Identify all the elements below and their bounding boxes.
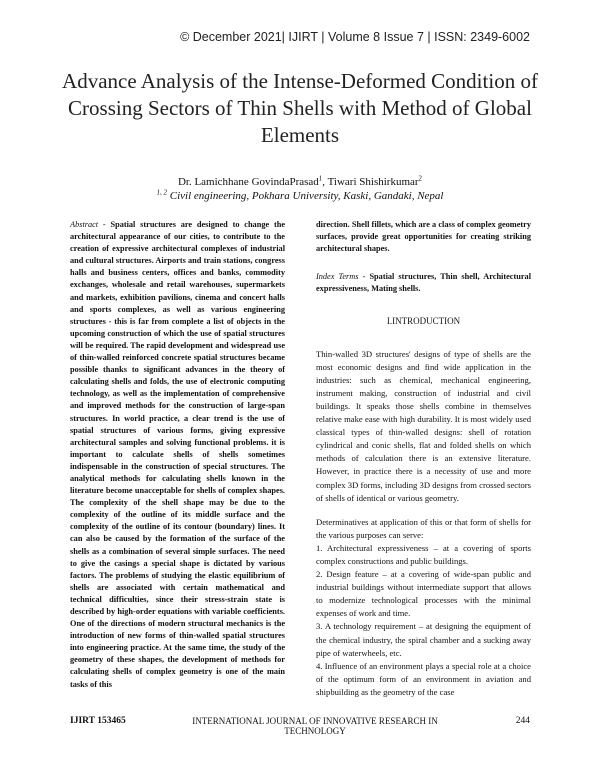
intro-paragraph-1: Thin-walled 3D structures' designs of type of shells are the most economic designs and find wide application in the industries: such as chemical, mechanical engineering, instrument making, construction of industrial and civil buildings. It speaks those shells combine in themselves relative make ease with high durability. It is most widely used classical types of thin-walled designs: shell of rotation cylindrical and conic shells, flat and folded shells on which methods of calculation there is an extensive literature. However, in practice there is a necessity of use and more complex 3D forms, including 3D designs from crossed sectors of shells of identical or various geometry. — [316, 348, 531, 503]
list-item: 1. Architectural expressiveness – at a covering of sports complex constructions and public buildings. — [316, 542, 531, 566]
intro-paragraph-2: Determinatives at application of this or that form of shells for the various purposes can serve: — [316, 516, 531, 540]
author-2-sup: 2 — [418, 174, 423, 183]
abstract-continuation: direction. Shell fillets, which are a class of complex geometry surfaces, provide great opportunities for creating striking architectural shapes. — [316, 220, 531, 254]
section-heading: I.INTRODUCTION — [386, 316, 461, 327]
intro-body — [316, 348, 531, 699]
author-block — [60, 175, 540, 203]
list-item: 2. Design feature – at a covering of wide-span public and industrial buildings without intermediate support that allows to modernize technological processes with the minimal expenses of work and time. — [316, 569, 531, 619]
index-terms — [316, 271, 531, 295]
abstract-label: Abstract - — [70, 220, 106, 229]
footer-page-number: 244 — [515, 716, 530, 726]
footer-journal-name: INTERNATIONAL JOURNAL OF INNOVATIVE RESEARCH IN TECHNOLOGY — [192, 716, 438, 736]
author-1: Dr. Lamichhane GovindaPrasad — [177, 176, 319, 188]
affiliation-sup: 1, 2 — [156, 188, 167, 197]
author-1-sup: 1 — [318, 174, 323, 183]
list-item: 4. Influence of an environment plays a special role at a choice of the optimum form of an environment in aviation and shipbuilding as the geometry of the case — [316, 660, 531, 697]
paper-title: Advance Analysis of the Intense-Deformed Condition of Crossing Sectors of Thin Shells with Method of Global Elements — [62, 69, 538, 147]
index-terms-text: Spatial structures, Thin shell, Architectural expressiveness, Mating shells. — [316, 272, 532, 294]
footer-paper-id: IJIRT 153465 — [70, 716, 126, 726]
left-column — [70, 219, 285, 691]
author-names — [60, 175, 540, 189]
author-2: , Tiwari Shishirkumar — [322, 176, 419, 188]
affiliation — [60, 189, 540, 203]
affiliation-text: Civil engineering, Pokhara University, Kaski, Gandaki, Nepal — [167, 190, 444, 202]
abstract-text: Spatial structures are designed to change the architectural appearance of our cities, to contribute to the creation of expressive architectural complexes of industrial and cultural structures. Airports and train stations, congress halls and business centers, offices and banks, commodity exchanges, wholesale and retail warehouses, supermarkets and markets, exhibition pavilions, cinema and concert halls and sports complexes, as well as various engineering structures - this is far from complete a list of objects in the upcoming construction of which the use of spatial structures will be required. The rapid development and widespread use of thin-walled reinforced concrete spatial structures became possible thanks to significant advances in the theory of calculating shells and folds, the use of electronic computing technology, as well as the implementation of comprehensive and improved methods for the construction of large-span structures. In world practice, a clear trend is the use of spatial structures of various forms, giving expressive architectural samples and solving functional problems. it is important to calculate shells of shells sometimes indispensable in the construction of special structures. The analytical methods for calculating shells known in the literature become unacceptable for shells of complex shapes. The complexity of the shell shape may be due to the complexity of the outline of its middle surface and the complexity of the outline of its contour (boundary) lines. It can also be caused by the formation of the surface of the shells as a combination of several simple surfaces. The need to give the casings a special shape is dictated by various factors. The problems of studying the elastic equilibrium of shells are associated with certain mathematical and technical difficulties, since their stress-strain state is described by high-order equations with variable coefficients. One of the directions of modern structural mechanics is the introduction of new forms of thin-walled spatial structures into engineering practice. At the same time, the study of the geometry of these shapes, the development of methods for calculating shells of complex geometry is one of the main tasks of this — [70, 220, 286, 689]
right-column — [316, 219, 531, 699]
list-item: 3. A technology requirement – at designing the equipment of the chemical industry, the spiral chamber and a sucking away pipe of waterwheels, etc. — [316, 621, 531, 658]
index-terms-label: Index Terms - — [316, 272, 366, 282]
running-header: © December 2021| IJIRT | Volume 8 Issue 7 | ISSN: 2349-6002 — [180, 30, 530, 44]
